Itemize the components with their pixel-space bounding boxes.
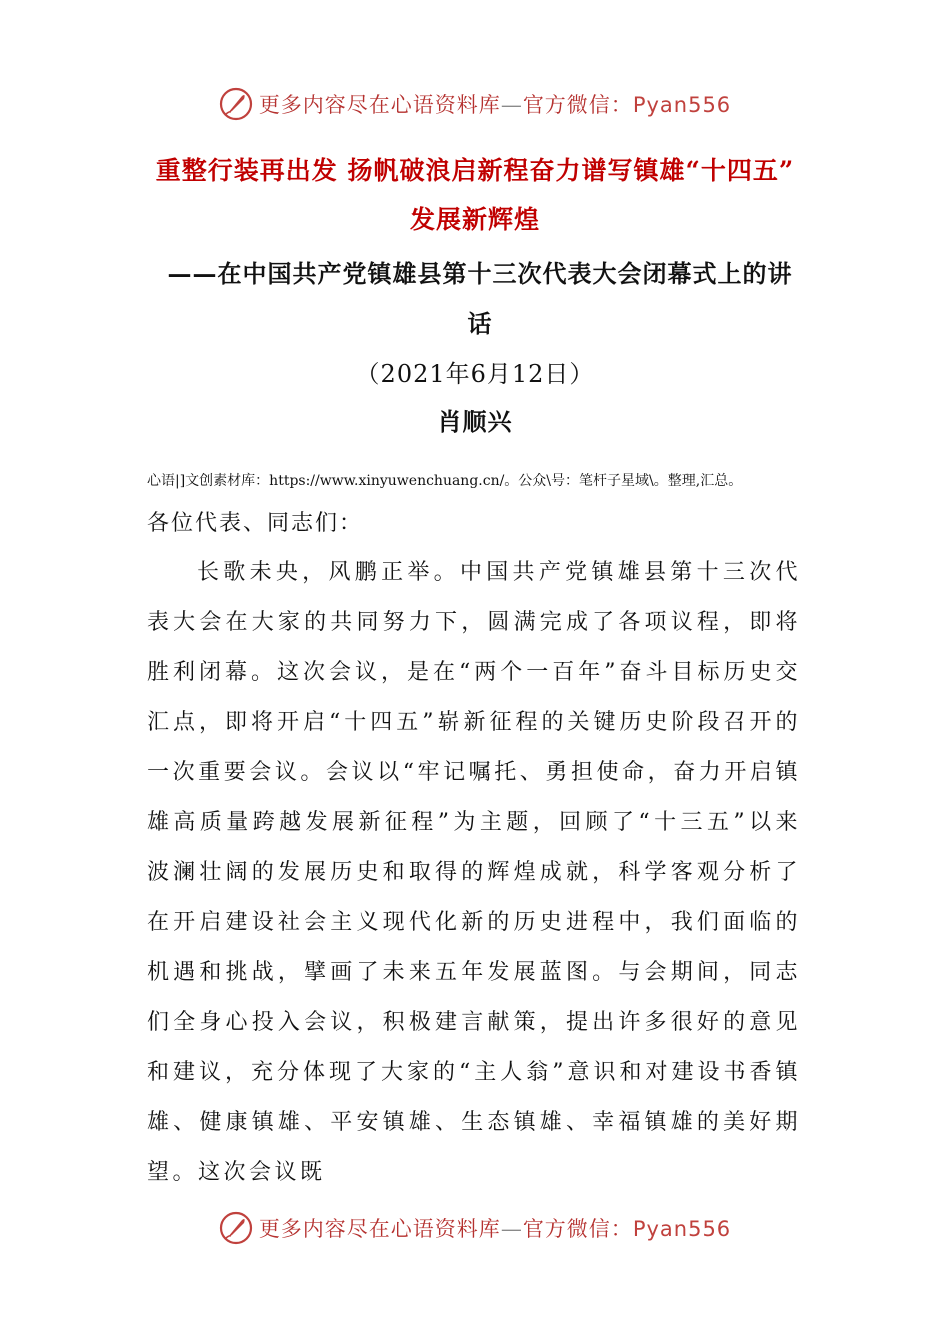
footer-banner — [0, 1206, 950, 1250]
document-title-line-2: 发展新辉煌 — [409, 205, 540, 234]
banner-text — [259, 89, 731, 119]
banner-wechat-label: 官方微信： — [522, 93, 633, 117]
banner-wechat-id: Pyan556 — [632, 1217, 732, 1241]
banner-wechat-label: 官方微信： — [522, 1217, 633, 1241]
speech-author: 肖顺兴 — [437, 407, 513, 436]
header-banner — [0, 82, 950, 126]
banner-wechat-id: Pyan556 — [632, 93, 732, 117]
quill-pen-logo-icon — [219, 87, 253, 121]
banner-main-text: 更多内容尽在心语资料库 — [258, 1217, 501, 1241]
speech-date: （2021年6月12日） — [355, 360, 595, 388]
document-subtitle-line-2: 话 — [467, 309, 493, 338]
document-subtitle-line-1: ——在中国共产党镇雄县第十三次代表大会闭幕式上的讲 — [167, 259, 793, 288]
banner-dash: — — [500, 1217, 523, 1241]
body-paragraph: 长歌未央，风鹏正举。中国共产党镇雄县第十三次代表大会在大家的共同努力下，圆满完成了各项议程，即将胜利闭幕。这次会议，是在“两个一百年”奋斗目标历史交汇点，即将开启“十四五”崭新征程的关键历史阶段召开的一次重要会议。会议以“牢记嘱托、勇担使命，奋力开启镇雄高质量跨越发展新征程”为主题，回顾了“十三五”以来波澜壮阔的发展历史和取得的辉煌成就，科学客观分析了在开启建设社会主义现代化新的历史进程中，我们面临的机遇和挑战，擘画了未来五年发展蓝图。与会期间，同志们全身心投入会议，积极建言献策，提出许多很好的意见和建议，充分体现了大家的“主人翁”意识和对建设书香镇雄、健康镇雄、平安镇雄、生态镇雄、幸福镇雄的美好期望。这次会议既 — [147, 560, 801, 1185]
quill-pen-logo-icon — [219, 1211, 253, 1245]
salutation: 各位代表、同志们： — [147, 511, 364, 536]
source-note: 心语|]文创素材库：https://www.xinyuwenchuang.cn/。公众\号：笔杆子星域\。整理,汇总。 — [147, 473, 743, 489]
document-title-line-1: 重整行装再出发 扬帆破浪启新程奋力谱写镇雄“十四五” — [155, 156, 795, 185]
banner-text — [259, 1213, 731, 1243]
banner-dash: — — [500, 93, 523, 117]
banner-main-text: 更多内容尽在心语资料库 — [258, 93, 501, 117]
